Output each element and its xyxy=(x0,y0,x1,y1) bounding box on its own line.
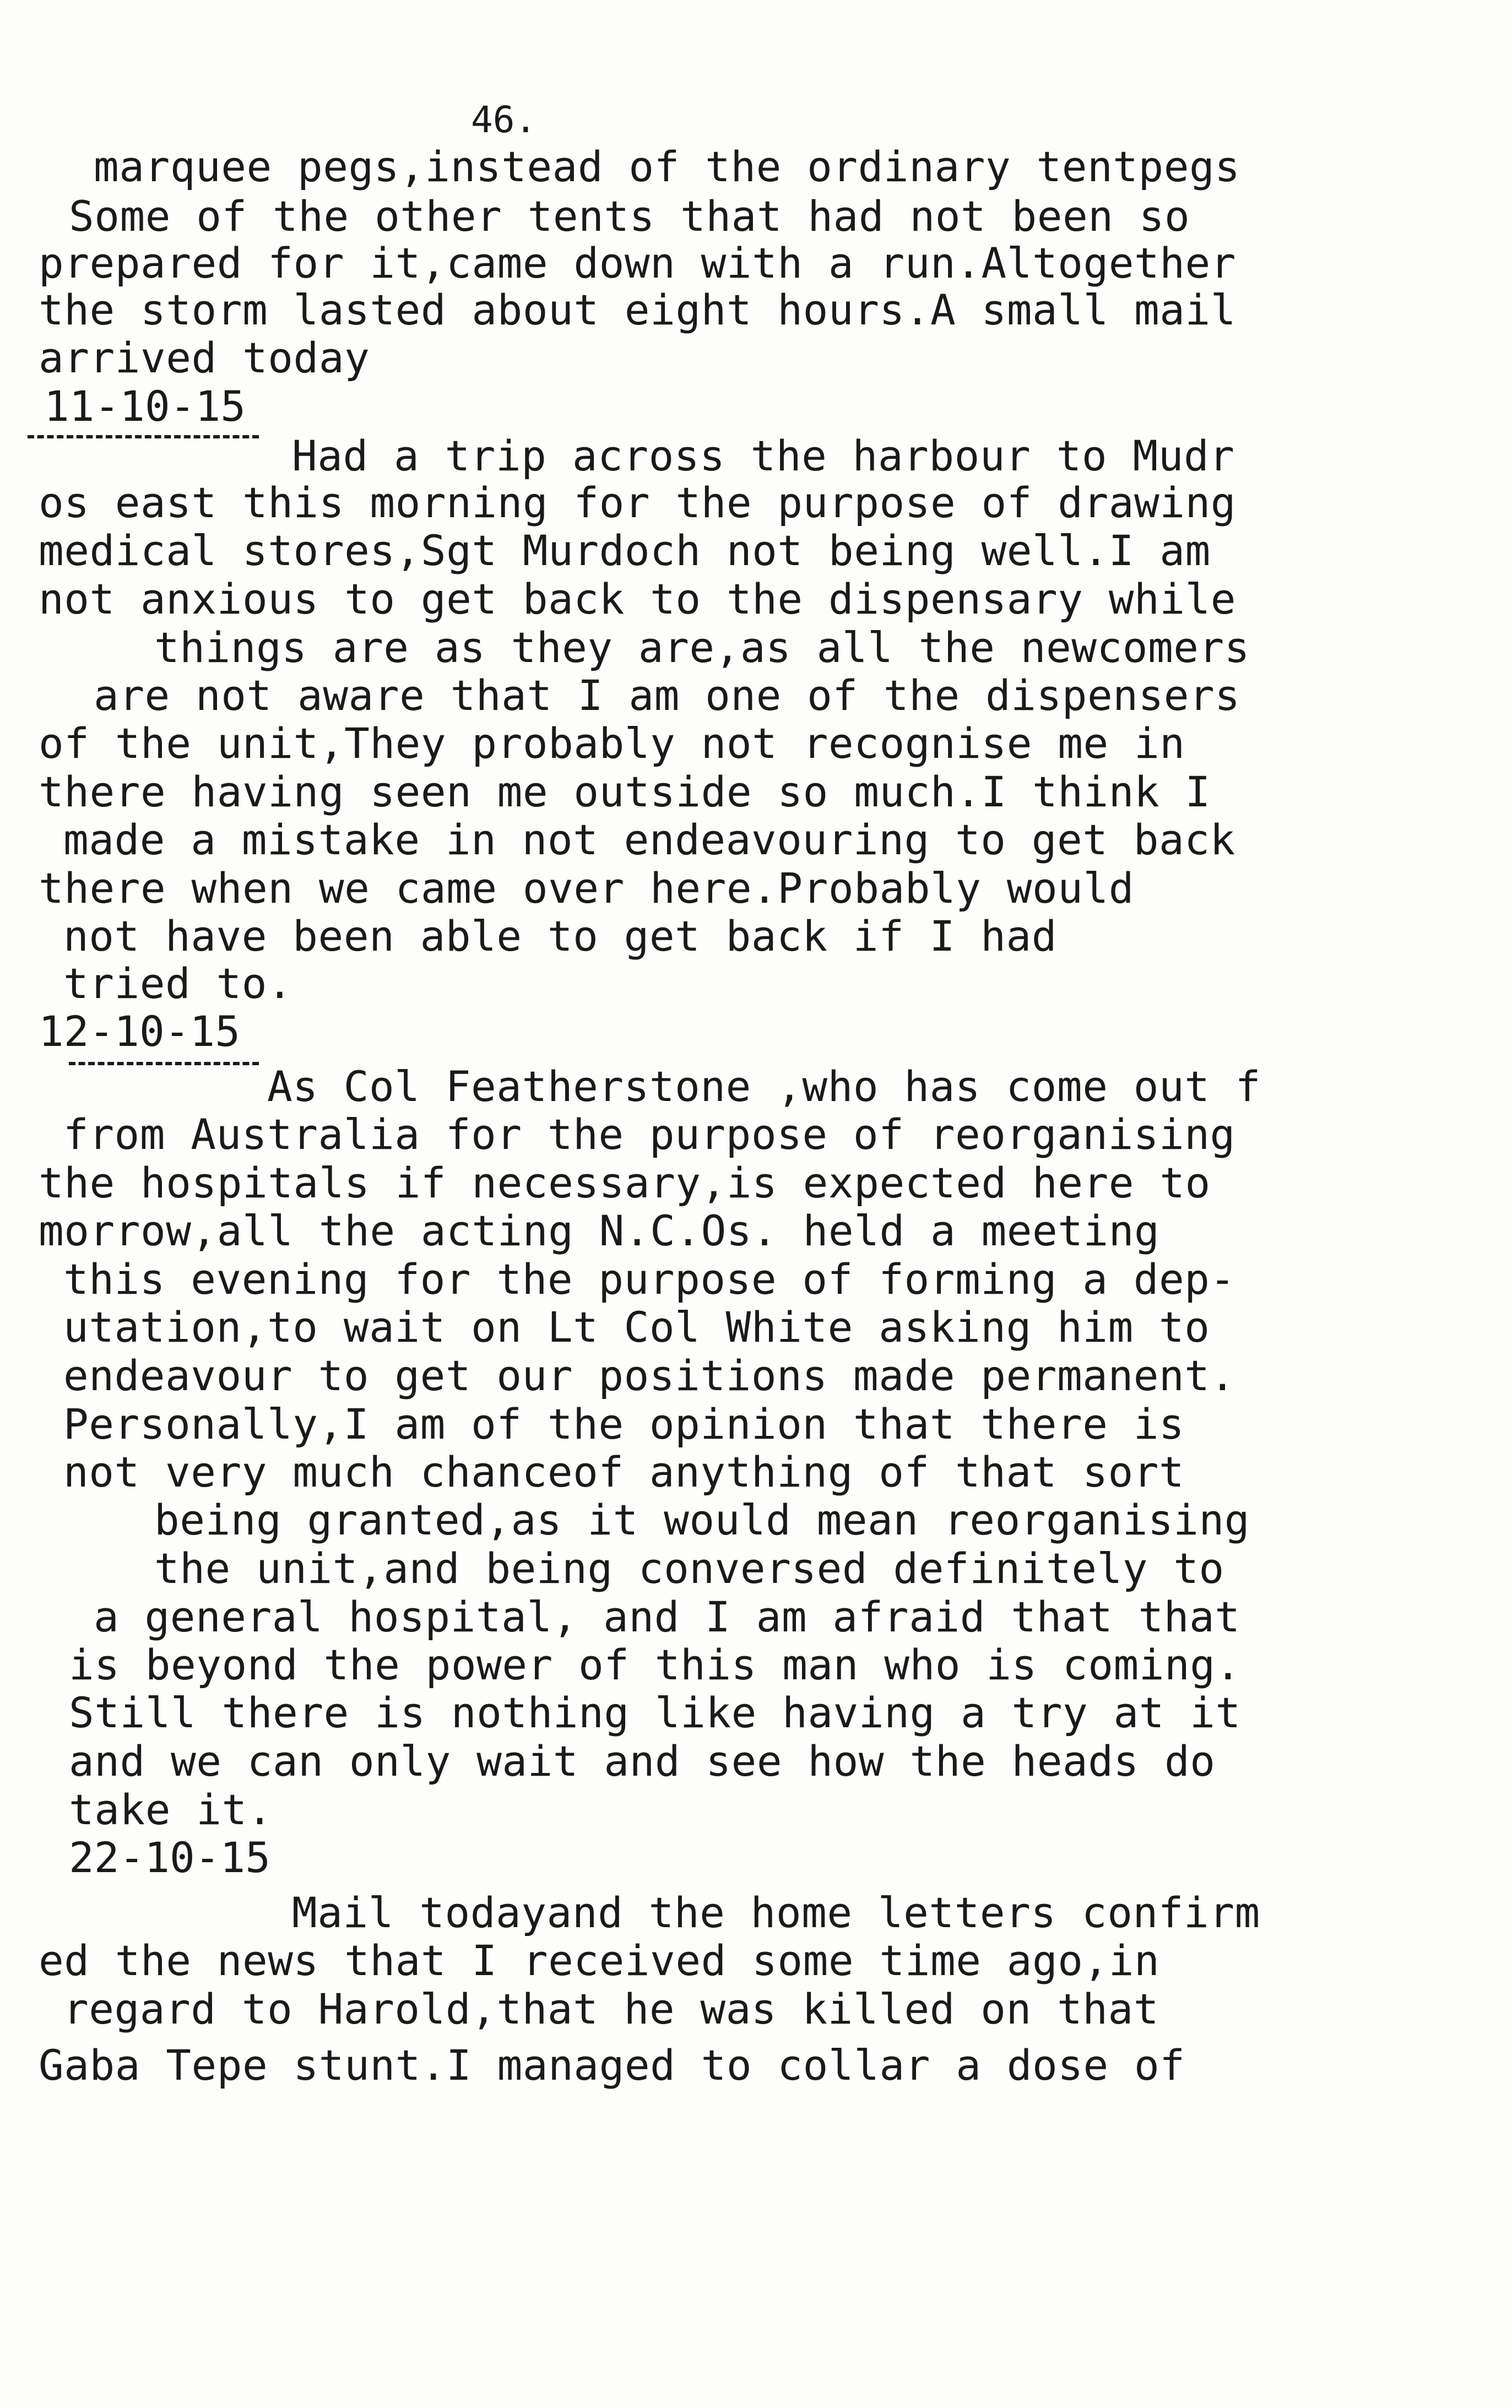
text-line: is beyond the power of this man who is coming. xyxy=(69,1640,1241,1689)
text-line: prepared for it,came down with a run.Altogether xyxy=(39,238,1237,288)
text-line: the unit,and being conversed definitely to xyxy=(154,1544,1224,1593)
text-line: and we can only wait and see how the heads do xyxy=(69,1737,1216,1786)
text-line: from Australia for the purpose of reorganising xyxy=(63,1110,1235,1159)
date-underline xyxy=(28,435,259,438)
text-line: regard to Harold,that he was killed on that xyxy=(63,1984,1159,2033)
text-line: Had a trip across the harbour to Mudr xyxy=(292,431,1235,480)
text-line: things are as they are,as all the newcomers xyxy=(154,623,1250,672)
text-line: endeavour to get our positions made permanent. xyxy=(63,1351,1235,1400)
text-line: are not aware that I am one of the dispensers xyxy=(94,671,1240,720)
text-line: not have been able to get back if I had xyxy=(63,912,1057,961)
text-line: Some of the other tents that had not been so xyxy=(69,192,1190,241)
entry-date: 11-10-15 xyxy=(44,382,246,431)
text-line: not anxious to get back to the dispensary while xyxy=(39,574,1237,623)
text-line: Personally,I am of the opinion that there is xyxy=(63,1400,1185,1449)
text-line: there when we came over here.Probably would xyxy=(39,864,1135,913)
text-line: Still there is nothing like having a try at it xyxy=(69,1688,1241,1737)
text-line: os east this morning for the purpose of drawing xyxy=(39,478,1237,527)
text-line: As Col Featherstone ,who has come out f xyxy=(267,1062,1261,1111)
text-line: marquee pegs,instead of the ordinary tentpegs xyxy=(94,142,1240,191)
text-line: of the unit,They probably not recognise me in xyxy=(39,719,1185,768)
text-line: made a mistake in not endeavouring to get back xyxy=(63,815,1235,864)
text-line: ed the news that I received some time ago,in xyxy=(39,1936,1160,1985)
text-line: being granted,as it would mean reorganising xyxy=(154,1495,1250,1544)
text-line: not very much chanceof anything of that sort xyxy=(63,1447,1185,1496)
text-line: morrow,all the acting N.C.Os. held a meeting xyxy=(39,1206,1160,1255)
text-line: medical stores,Sgt Murdoch not being well.I am xyxy=(39,526,1211,575)
text-line: tried to. xyxy=(63,959,293,1008)
entry-date: 12-10-15 xyxy=(39,1007,241,1056)
text-line: this evening for the purpose of forming a dep- xyxy=(63,1255,1235,1304)
text-line: Gaba Tepe stunt.I managed to collar a dose of xyxy=(39,2041,1185,2090)
entry-date: 22-10-15 xyxy=(69,1833,271,1882)
text-line: Mail todayand the home letters confirm xyxy=(292,1888,1260,1937)
text-line: a general hospital, and I am afraid that that xyxy=(94,1592,1240,1641)
text-line: take it. xyxy=(69,1785,273,1834)
text-line: the hospitals if necessary,is expected here to xyxy=(39,1158,1211,1207)
text-line: there having seen me outside so much.I think I xyxy=(39,767,1211,816)
text-line: the storm lasted about eight hours.A small mail xyxy=(39,285,1237,334)
page-number: 46. xyxy=(471,99,537,141)
date-underline xyxy=(69,1062,259,1065)
text-line: arrived today xyxy=(39,333,370,382)
text-line: utation,to wait on Lt Col White asking him to xyxy=(63,1303,1210,1352)
